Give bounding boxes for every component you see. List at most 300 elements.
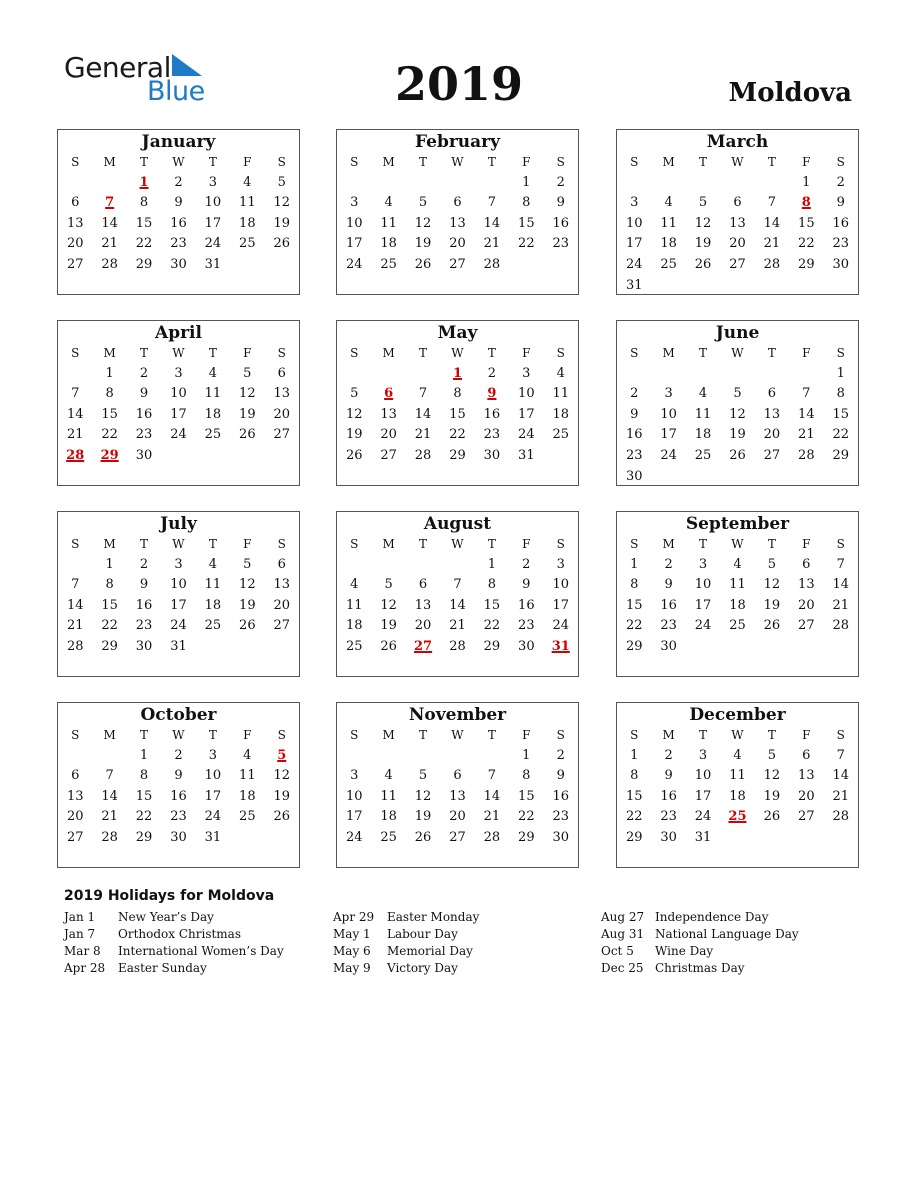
empty-cell [230,828,264,849]
empty-cell [475,173,509,194]
weekday-label: S [71,155,80,169]
day-cell: 15 [101,597,118,613]
day-cell: 10 [694,577,712,593]
weekday-label: S [350,346,359,360]
day-cell: 19 [380,618,397,634]
day-cell: 4 [733,747,742,763]
empty-cell [651,467,685,488]
day-cell: 21 [101,236,118,252]
day-cell: 2 [630,386,639,402]
day-cell: 2 [522,556,531,572]
weekday-label: M [103,728,116,742]
day-cell: 30 [518,638,535,654]
day-grid [337,725,578,849]
weekday-header [617,343,858,364]
weekday-label: F [243,346,252,360]
holiday-date: May 9 [333,961,371,975]
day-cell: 13 [66,788,84,804]
weekday-label: S [630,537,639,551]
day-cell: 2 [139,556,149,572]
day-cell: 13 [763,406,781,422]
day-cell: 20 [798,788,815,804]
weekday-label: T [208,728,217,742]
weekday-header [58,725,299,746]
weekday-label: F [802,537,811,551]
weekday-label: T [699,537,708,551]
weekday-header [617,725,858,746]
month-august [336,511,579,677]
day-cell: 24 [694,809,712,825]
day-cell: 2 [139,365,149,381]
holiday-day-cell [440,364,474,385]
day-cell: 5 [733,386,742,402]
holiday-day-number: 8 [801,195,811,211]
empty-cell [337,746,371,767]
week-row [58,173,299,194]
day-cell: 24 [694,618,712,634]
holiday-date: Apr 29 [333,910,375,924]
week-row [617,214,858,235]
day-cell: 14 [483,215,501,231]
day-cell: 12 [273,768,291,784]
empty-cell [371,364,405,385]
day-cell: 25 [239,809,256,825]
day-cell: 20 [273,597,291,613]
day-cell: 6 [767,386,777,402]
month-december [616,702,859,868]
day-cell: 29 [135,256,153,272]
day-cell: 1 [802,174,811,190]
week-row [58,807,299,828]
day-cell: 16 [518,597,535,613]
holiday-name: Independence Day [655,910,769,924]
weekday-label: M [382,155,395,169]
weekday-label: F [802,155,811,169]
day-cell: 14 [763,215,781,231]
day-cell: 8 [487,577,497,593]
weekday-label: W [451,155,464,169]
day-cell: 16 [170,215,187,231]
day-cell: 11 [552,386,570,402]
day-cell: 30 [832,256,850,272]
day-cell: 18 [660,236,677,252]
day-cell: 30 [625,468,643,484]
empty-cell [617,173,651,194]
day-cell: 6 [277,365,286,381]
day-cell: 26 [345,447,363,463]
day-cell: 17 [204,788,222,804]
day-cell: 18 [204,597,222,613]
day-cell: 7 [836,747,845,763]
holiday-item [333,943,479,960]
month-title: January [141,132,216,152]
empty-cell [651,276,685,297]
day-cell: 17 [552,597,570,613]
holiday-name: Orthodox Christmas [118,927,241,941]
empty-cell [58,364,92,385]
weekday-label: S [277,155,286,169]
day-cell: 17 [170,597,187,613]
day-cell: 6 [71,195,80,211]
holiday-day-number: 9 [487,386,497,402]
day-cell: 3 [208,174,218,190]
holiday-day-number: 31 [551,638,570,654]
day-cell: 6 [453,768,462,784]
day-cell: 26 [414,829,432,845]
empty-cell [755,364,789,385]
week-row [58,596,299,617]
day-cell: 9 [836,195,845,211]
month-june [616,320,859,486]
month-february [336,129,579,295]
day-cell: 8 [630,768,639,784]
weekday-label: T [487,728,496,742]
day-cell: 11 [204,386,222,402]
empty-cell [720,173,754,194]
month-title: April [155,323,202,343]
day-cell: 29 [483,638,501,654]
holiday-date: May 1 [333,927,371,941]
day-grid [337,343,578,467]
weekday-label: S [630,728,639,742]
empty-cell [58,746,92,767]
weekday-label: M [662,537,675,551]
empty-cell [371,173,405,194]
day-cell: 9 [174,195,183,211]
day-cell: 26 [763,618,781,634]
day-cell: 8 [139,195,149,211]
day-cell: 21 [483,809,501,825]
day-cell: 11 [380,788,397,804]
day-cell: 28 [414,447,432,463]
holiday-day-cell [58,446,92,467]
holiday-day-cell [265,746,299,767]
holiday-day-number: 7 [105,195,115,211]
week-row [58,766,299,787]
day-cell: 3 [174,365,183,381]
day-cell: 24 [345,829,363,845]
week-row [617,575,858,596]
weekday-label: S [71,346,80,360]
day-cell: 5 [698,195,708,211]
day-cell: 3 [522,365,531,381]
week-row [58,828,299,849]
day-cell: 1 [139,747,149,763]
day-cell: 21 [66,618,84,634]
day-cell: 21 [832,788,850,804]
empty-cell [475,746,509,767]
day-cell: 2 [664,747,673,763]
weekday-label: S [350,537,359,551]
holiday-date: Aug 31 [601,927,645,941]
day-cell: 24 [660,447,677,463]
day-cell: 22 [135,809,153,825]
empty-cell [720,828,754,849]
logo-text-general: General [64,51,171,84]
day-cell: 19 [414,809,432,825]
day-cell: 22 [798,236,815,252]
empty-cell [789,364,823,385]
day-cell: 10 [552,577,570,593]
week-row [617,828,858,849]
day-cell: 9 [664,577,673,593]
empty-cell [686,467,720,488]
day-cell: 3 [630,195,639,211]
day-cell: 7 [71,386,80,402]
day-cell: 28 [832,618,850,634]
day-cell: 28 [798,447,815,463]
weekday-label: W [451,537,464,551]
holiday-column [64,909,284,977]
day-cell: 12 [239,386,256,402]
holiday-name: Labour Day [387,927,458,941]
day-cell: 22 [101,427,118,443]
week-row [337,555,578,576]
weekday-label: M [103,346,116,360]
day-cell: 18 [380,236,397,252]
day-grid [58,725,299,849]
weekday-label: S [350,728,359,742]
week-row [337,234,578,255]
day-cell: 8 [630,577,639,593]
day-cell: 16 [170,788,187,804]
day-cell: 9 [630,406,639,422]
day-cell: 25 [204,427,222,443]
empty-cell [789,828,823,849]
week-row [617,807,858,828]
day-cell: 4 [208,365,218,381]
day-cell: 19 [763,597,781,613]
day-cell: 23 [552,809,570,825]
day-cell: 19 [414,236,432,252]
month-title: June [715,323,760,343]
holiday-item [64,943,284,960]
day-cell: 1 [105,365,114,381]
empty-cell [337,173,371,194]
holiday-date: Aug 27 [601,910,645,924]
day-cell: 1 [630,556,639,572]
day-grid [617,343,858,487]
weekday-header [617,152,858,173]
day-cell: 15 [625,597,643,613]
day-cell: 28 [449,638,466,654]
day-cell: 19 [239,597,256,613]
weekday-label: F [522,155,531,169]
weekday-label: W [731,155,744,169]
empty-cell [824,637,858,658]
day-cell: 13 [380,406,397,422]
weekday-label: T [419,346,428,360]
empty-cell [161,446,195,467]
day-cell: 3 [350,768,359,784]
day-cell: 1 [487,556,497,572]
day-cell: 11 [204,577,222,593]
day-cell: 7 [453,577,462,593]
weekday-label: F [522,537,531,551]
day-cell: 21 [798,427,815,443]
day-cell: 27 [66,829,84,845]
month-july [57,511,300,677]
day-cell: 4 [556,365,565,381]
week-row [58,384,299,405]
month-title: October [140,705,217,725]
week-row [58,575,299,596]
empty-cell [92,173,126,194]
empty-cell [544,446,578,467]
week-row [617,364,858,385]
day-cell: 16 [660,788,677,804]
weekday-label: T [419,537,428,551]
day-cell: 18 [552,406,570,422]
weekday-label: T [699,155,708,169]
day-cell: 14 [449,597,466,613]
day-cell: 27 [273,618,291,634]
week-row [58,193,299,214]
week-row [337,384,578,405]
weekday-label: T [140,155,149,169]
week-row [617,446,858,467]
day-cell: 30 [552,829,570,845]
weekday-label: M [103,537,116,551]
holiday-date: Jan 1 [64,910,96,924]
weekday-label: F [243,537,252,551]
day-cell: 3 [698,747,708,763]
day-cell: 23 [170,809,187,825]
holiday-item [64,960,284,977]
day-cell: 14 [66,597,84,613]
holiday-date: Oct 5 [601,944,634,958]
empty-cell [686,173,720,194]
day-cell: 22 [625,618,643,634]
empty-cell [406,173,440,194]
empty-cell [755,828,789,849]
holiday-day-number: 25 [728,809,747,825]
month-may [336,320,579,486]
day-cell: 21 [449,618,466,634]
empty-cell [337,364,371,385]
day-cell: 10 [694,768,712,784]
day-cell: 24 [518,427,535,443]
weekday-label: T [140,537,149,551]
day-cell: 17 [694,788,712,804]
day-cell: 12 [694,215,712,231]
weekday-label: S [630,155,639,169]
day-cell: 15 [483,597,501,613]
day-cell: 28 [101,829,118,845]
empty-cell [755,173,789,194]
day-cell: 23 [625,447,643,463]
day-cell: 12 [380,597,397,613]
day-cell: 16 [625,427,643,443]
weekday-label: T [767,537,776,551]
week-row [337,173,578,194]
day-cell: 15 [625,788,643,804]
weekday-label: S [836,537,845,551]
weekday-label: T [699,728,708,742]
day-cell: 20 [273,406,291,422]
holiday-name: New Year’s Day [118,910,214,924]
day-cell: 2 [836,174,845,190]
weekday-label: T [487,155,496,169]
empty-cell [265,446,299,467]
day-cell: 11 [239,195,256,211]
day-cell: 16 [483,406,501,422]
day-cell: 31 [204,256,222,272]
day-cell: 9 [664,768,673,784]
day-cell: 29 [798,256,815,272]
holiday-date: Apr 28 [64,961,106,975]
day-cell: 30 [170,829,187,845]
day-cell: 7 [836,556,845,572]
day-cell: 10 [625,215,643,231]
week-row [337,364,578,385]
day-cell: 11 [694,406,712,422]
day-cell: 15 [518,788,535,804]
week-row [617,193,858,214]
day-cell: 2 [487,365,497,381]
holiday-name: Memorial Day [387,944,473,958]
day-cell: 1 [836,365,845,381]
day-grid [617,534,858,658]
day-grid [58,152,299,276]
weekday-label: M [662,728,675,742]
empty-cell [509,255,543,276]
day-cell: 28 [832,809,850,825]
day-cell: 11 [380,215,397,231]
day-cell: 30 [483,447,501,463]
day-cell: 14 [101,215,118,231]
day-cell: 21 [101,809,118,825]
day-cell: 8 [522,195,531,211]
empty-cell [230,637,264,658]
day-cell: 12 [414,788,432,804]
empty-cell [371,746,405,767]
empty-cell [265,828,299,849]
weekday-label: W [731,346,744,360]
week-row [337,766,578,787]
empty-cell [755,467,789,488]
weekday-header [58,534,299,555]
day-cell: 8 [105,577,114,593]
day-cell: 20 [66,236,84,252]
day-cell: 6 [802,556,811,572]
month-title: May [437,323,478,343]
day-cell: 5 [767,747,777,763]
empty-cell [789,467,823,488]
calendar-year: 2019 [394,57,524,111]
week-row [337,596,578,617]
week-row [617,276,858,297]
holiday-day-cell [720,807,754,828]
day-cell: 17 [345,809,363,825]
day-grid [337,534,578,658]
holiday-item [601,960,799,977]
holiday-item [64,926,284,943]
empty-cell [686,276,720,297]
day-cell: 8 [453,386,462,402]
week-row [58,425,299,446]
weekday-label: T [140,728,149,742]
day-cell: 17 [694,597,712,613]
weekday-label: T [208,346,217,360]
holiday-column [333,909,479,977]
day-grid [337,152,578,276]
day-cell: 26 [763,809,781,825]
holiday-date: Jan 7 [64,927,96,941]
day-cell: 11 [729,768,746,784]
day-cell: 29 [625,829,643,845]
weekday-label: M [103,155,116,169]
